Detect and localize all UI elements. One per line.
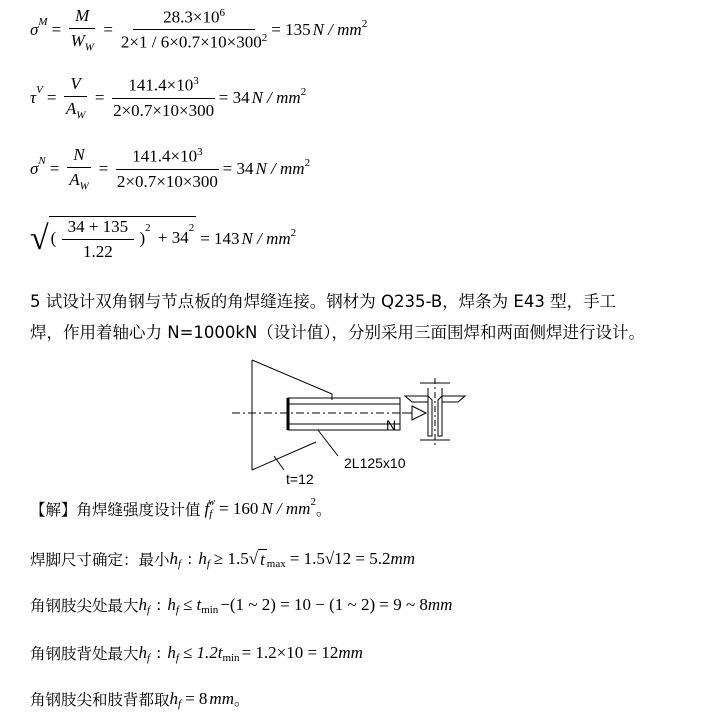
solution-text-1: 【解】角焊缝强度设计值 (30, 501, 201, 519)
result-unit: N / mm (251, 87, 301, 107)
result-value: = 34 (222, 158, 254, 178)
denominator-sub: W (79, 180, 89, 193)
unit: mm (390, 549, 416, 568)
problem-statement (30, 286, 645, 348)
lte-t: ≤ t (182, 595, 202, 614)
solution-line-5 (30, 688, 250, 710)
f-subscript: f (175, 652, 179, 664)
problem-line-1: 5 试设计双角钢与节点板的角焊缝连接。钢材为 Q235-B，焊条为 E43 型，手工 (30, 292, 617, 311)
calc-result: = 1.5√12 = 5.2 (289, 549, 391, 568)
numerator-exponent: 6 (219, 6, 225, 19)
fraction-combined (62, 217, 135, 262)
t-symbol: t (260, 549, 265, 569)
fraction-values (112, 75, 214, 121)
result-value: = 143 (200, 229, 240, 248)
right-angle-flange (442, 396, 465, 402)
equation-combined-stress (30, 216, 296, 262)
h-symbol: h (138, 595, 148, 614)
sigma-superscript: M (38, 15, 48, 28)
sigma-superscript: N (38, 154, 46, 167)
period: 。 (233, 691, 250, 709)
equation-shear-stress: τ $^V$ = $\frac{V}{A_W}$ = $\frac{141.4\times 10^3}{2\times 0.7\times 10\times 300}$ = 34 N / mm $^2$ (30, 74, 307, 122)
fraction-n-over-a (67, 145, 90, 192)
solution-text-2: 焊脚尺寸确定：最小 (30, 551, 170, 569)
tau-symbol: τ (30, 87, 37, 107)
result-value: = 135 (271, 19, 311, 39)
fraction-values (116, 146, 218, 192)
unit-exponent: 2 (310, 496, 316, 508)
numerator-exponent: 3 (197, 145, 203, 158)
f-symbol: f (204, 499, 210, 518)
f-subscript: f (206, 558, 210, 570)
sqrt-sign: √ (248, 549, 259, 568)
plate-bottom-edge (252, 442, 316, 470)
solution-line-2: 焊脚尺寸确定：最小 h f : h f ≥ 1.5 √ t max = 1.5√12 = 5.2 mm (30, 549, 416, 570)
plate-thickness-label: t=12 (286, 471, 314, 487)
min-subscript: min (222, 652, 240, 664)
solution-line-4: 角钢肢背处最大 h f : h f ≤ 1.2t min = 1.2×10 = 12 mm (30, 643, 363, 664)
result-unit: N / mm (241, 229, 291, 248)
w-superscript: w (208, 496, 215, 508)
sigma-symbol: σ (30, 158, 39, 178)
strength-unit: N / mm (261, 499, 311, 518)
numerator-v: V (64, 74, 86, 97)
sqrt-sign: √ (30, 220, 49, 257)
min-subscript: min (201, 604, 219, 616)
coefficient: ≥ 1.5 (213, 549, 249, 568)
section-leader (318, 430, 338, 456)
numerator-n: N (67, 145, 90, 168)
unit-exponent: 2 (304, 156, 311, 169)
numerator-value: 141.4×10 (132, 146, 198, 166)
f-subscript: f (175, 604, 179, 616)
h-symbol: h (198, 549, 207, 568)
solution-text-4: 角钢肢背处最大 (30, 645, 139, 663)
numerator-sum: 34 + 135 (62, 217, 135, 240)
sigma-symbol: σ (30, 19, 39, 39)
solution-line-1 (30, 498, 331, 520)
problem-line-2: 焊，作用着轴心力 N=1000kN（设计值），分别采用三面围焊和两面侧焊进行设计。 (30, 323, 646, 342)
numerator-m: M (69, 6, 95, 29)
section-label: 2L125x10 (344, 455, 406, 471)
calc-result: = 1.2×10 = 12 (241, 643, 339, 662)
power-one: 2 (145, 221, 151, 234)
plate-top-edge (252, 360, 332, 400)
weld-connection-figure (0, 352, 717, 492)
denominator-a: A (69, 170, 80, 189)
left-angle-flange (405, 396, 428, 402)
tau-superscript: V (36, 83, 43, 96)
h-symbol: h (167, 595, 176, 614)
numerator-exponent: 3 (193, 74, 199, 87)
f-subscript: f (209, 508, 213, 520)
solution-line-3: 角钢肢尖处最大 h f : h f ≤ t min −(1 ~ 2) = 10 − (1 ~ 2) = 9 ~ 8 mm (30, 595, 453, 616)
chosen-value: = 8 (185, 689, 208, 708)
denominator-value: 2×1 / 6×0.7×10×300 (120, 32, 262, 52)
denominator-value: 2×0.7×10×300 (116, 171, 218, 191)
numerator-value: 141.4×10 (128, 75, 194, 95)
force-arrow-icon (412, 406, 426, 420)
numerator-value: 28.3×10 (163, 7, 220, 27)
unit-exponent: 2 (300, 85, 307, 98)
denominator-exponent: 2 (261, 32, 268, 45)
h-symbol: h (169, 549, 179, 568)
unit: mm (209, 689, 234, 708)
denominator-w: W (70, 31, 85, 50)
period: 。 (315, 501, 332, 519)
plus-term: + 34 (157, 228, 189, 248)
open-paren: ( (50, 228, 57, 248)
strength-value: = 160 (218, 499, 259, 518)
h-symbol: h (138, 643, 148, 662)
force-label: N (386, 417, 397, 433)
f-subscript: f (178, 558, 182, 570)
fraction-m-over-w (69, 6, 95, 53)
denominator-value: 1.22 (83, 242, 113, 261)
unit-exponent: 2 (290, 227, 297, 239)
equation-axial-stress: σ $^N$ = $\frac{N}{A_W}$ = $\frac{141.4\times 10^3}{2\times 0.7\times 10\times 300}$ = 34 N / mm $^2$ (30, 145, 311, 193)
f-subscript: f (147, 604, 151, 616)
unit: mm (338, 643, 363, 662)
angle-member (288, 398, 400, 430)
denominator-sub: W (76, 109, 86, 122)
unit-exponent: 2 (361, 17, 368, 30)
equation-bending-stress: σ $^M$ = $\frac{M}{W_W}$ = $\frac{28.3\times 10^6}{2\times 1 / 6\times 0.7\times 10\times 300^2}$ = 135 N / mm $^2$ (30, 6, 368, 54)
result-unit: N / mm (312, 19, 362, 39)
result-unit: N / mm (255, 158, 305, 178)
denominator-a: A (65, 99, 77, 118)
h-symbol: h (169, 689, 179, 708)
max-subscript: max (266, 558, 286, 570)
solution-text-3: 角钢肢尖处最大 (30, 597, 139, 615)
fraction-v-over-a (64, 74, 86, 121)
denominator-sub: W (84, 41, 94, 54)
solution-text-5: 角钢肢尖和肢背都取 (30, 691, 170, 709)
calc-result: −(1 ~ 2) = 10 − (1 ~ 2) = 9 ~ 8 (220, 595, 428, 614)
fraction-values (121, 7, 267, 53)
close-paren: ) (139, 228, 146, 248)
denominator-value: 2×0.7×10×300 (113, 100, 215, 120)
h-symbol: h (167, 643, 176, 662)
result-value: = 34 (218, 87, 250, 107)
lte-1-2t: ≤ 1.2t (182, 643, 223, 662)
sqrt-content (49, 216, 197, 262)
unit: mm (427, 595, 453, 614)
f-subscript: f (178, 698, 182, 710)
power-two: 2 (188, 221, 195, 234)
f-subscript: f (147, 652, 151, 664)
